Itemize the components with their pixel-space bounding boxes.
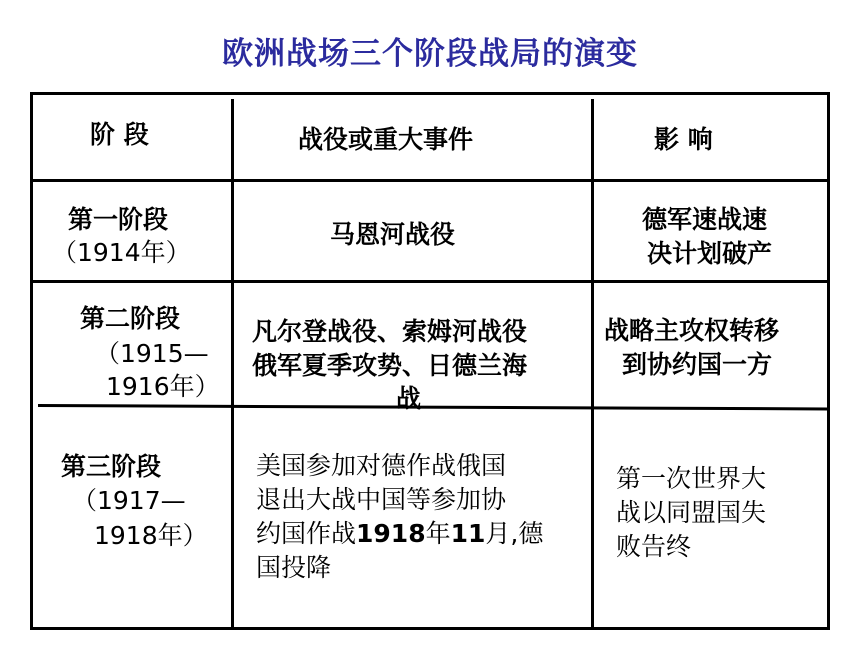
row2-stage-years-line2: 1916年） — [106, 372, 220, 401]
row1-impact-line2: 决计划破产 — [647, 239, 773, 268]
row1-event: 马恩河战役 — [330, 220, 456, 249]
row1-stage-years: （1914年） — [52, 238, 191, 267]
row3-impact-line2: 战以同盟国失 — [616, 498, 767, 527]
row2-impact-line2: 到协约国一方 — [622, 350, 773, 379]
row-divider-1 — [30, 179, 830, 182]
row3-event-line3 — [256, 517, 543, 551]
row1-impact-line1: 德军速战速 — [642, 205, 768, 234]
row3-event-line3-pre: 约国作战 — [256, 519, 357, 548]
header-impact: 影 响 — [654, 125, 713, 154]
header-stage: 阶 段 — [90, 120, 149, 149]
row3-event-line3-mid: 年 — [425, 519, 451, 548]
row2-event-line3: 战 — [396, 384, 422, 413]
table-border-bottom — [30, 627, 830, 630]
table-border-left — [30, 92, 33, 630]
row-divider-2 — [30, 280, 830, 283]
header-event: 战役或重大事件 — [298, 125, 474, 154]
row3-event-line3-year: 1918 — [356, 519, 426, 548]
row2-impact-line1: 战略主攻权转移 — [604, 316, 780, 345]
row3-event-line1: 美国参加对德作战俄国 — [256, 451, 507, 480]
page-title: 欧洲战场三个阶段战局的演变 — [222, 36, 638, 72]
table-border-top — [30, 92, 830, 95]
stages-table — [30, 92, 830, 630]
table-border-right — [827, 92, 830, 630]
row3-stage-years-line1: （1917— — [72, 486, 186, 515]
row1-stage-name: 第一阶段 — [68, 205, 169, 234]
row3-event-line2: 退出大战中国等参加协 — [256, 485, 507, 514]
row3-impact-line3: 败告终 — [616, 532, 692, 561]
row-divider-3 — [38, 404, 828, 410]
row2-event-line2: 俄军夏季攻势、日德兰海 — [252, 351, 528, 380]
row3-event-line3-post: 月,德 — [485, 519, 544, 548]
row2-stage-name: 第二阶段 — [80, 304, 181, 333]
row3-impact-line1: 第一次世界大 — [616, 464, 767, 493]
row3-event-line3-month: 11 — [450, 519, 486, 548]
row3-event-line4: 国投降 — [256, 553, 332, 582]
row3-stage-name: 第三阶段 — [61, 452, 162, 481]
row2-event-line1: 凡尔登战役、索姆河战役 — [252, 317, 528, 346]
row2-stage-years-line1: （1915— — [95, 339, 209, 368]
row3-stage-years-line2: 1918年） — [94, 521, 208, 550]
